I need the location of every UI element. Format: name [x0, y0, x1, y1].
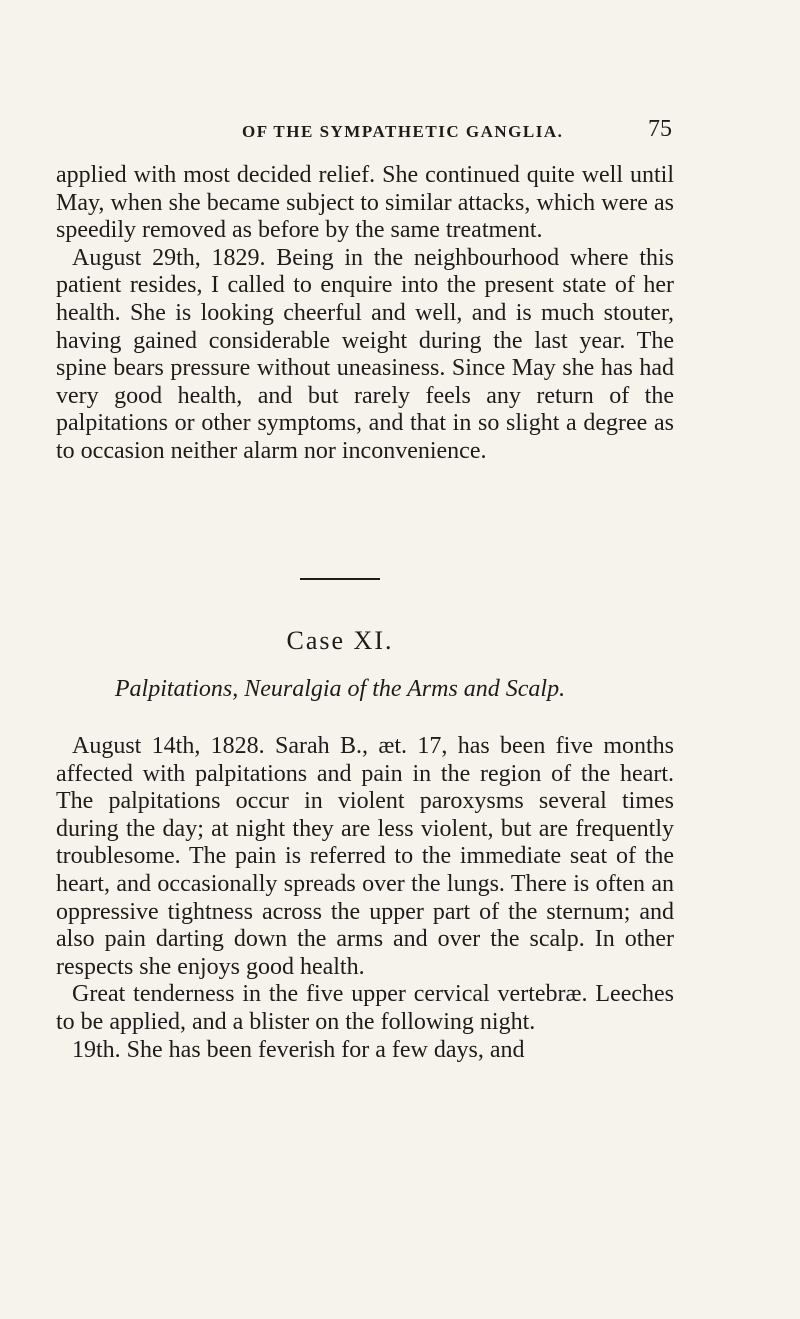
section-divider [300, 578, 380, 580]
paragraph: Great tenderness in the five upper cervical vertebræ. Leeches to be applied, and a blister on the following night. [56, 981, 674, 1035]
paragraph: 19th. She has been feverish for a few days, and [72, 1036, 525, 1063]
paragraph: applied with most decided relief. She continued quite well until May, when she became subject to similar attacks, which were as speedily removed as before by the same treatment. [56, 162, 674, 244]
case-heading: Case XI. [286, 626, 394, 655]
page-header [0, 110, 800, 150]
text-block-1 [56, 162, 674, 466]
paragraph: August 29th, 1829. Being in the neighbourhood where this patient resides, I called to enquire into the present state of her health. She is looking cheerful and well, and is much stouter, having gained considerable weight during the last year. The spine bears pressure without uneasiness. Since May she has had very good health, and but rarely feels any return of the palpitations or other symptoms, and that in so slight a degree as to occasion neither alarm nor inconvenience. [56, 244, 674, 464]
case-subtitle: Palpitations, Neuralgia of the Arms and Scalp. [114, 676, 566, 702]
paragraph: August 14th, 1828. Sarah B., æt. 17, has been five months affected with palpitations and pain in the region of the heart. The palpitations occur in violent paroxysms several times during the day; at night they are less violent, but are frequently troublesome. The pain is referred to the immediate seat of the heart, and occasionally spreads over the lungs. There is often an oppressive tightness across the upper part of the sternum; and also pain darting down the arms and over the scalp. In other respects she enjoys good health. [56, 733, 674, 980]
running-head: OF THE SYMPATHETIC GANGLIA. [242, 122, 564, 141]
text-block-2 [56, 733, 674, 1064]
page-number: 75 [648, 116, 672, 142]
